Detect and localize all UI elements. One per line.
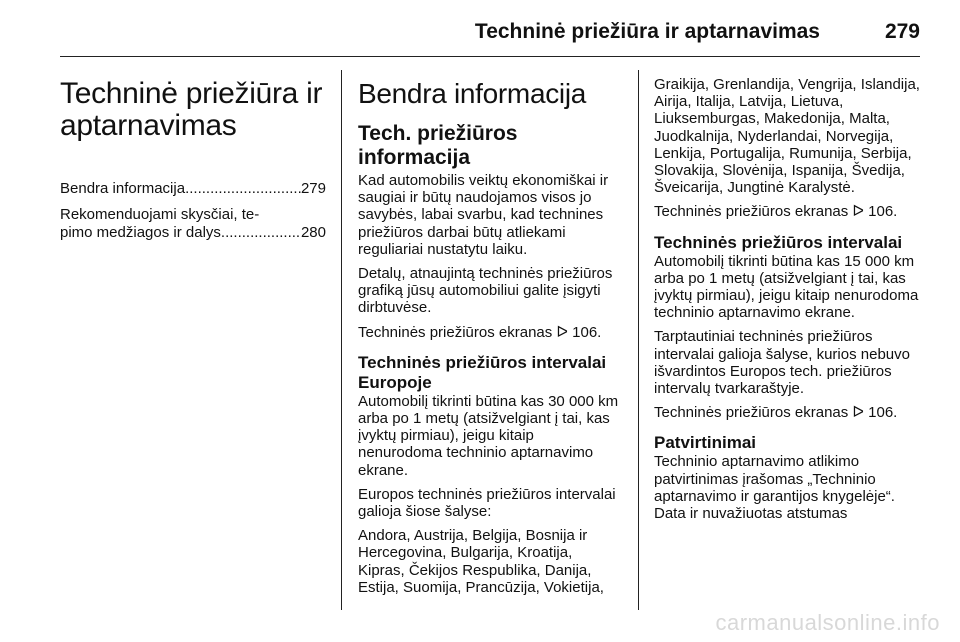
paragraph: Kad automobilis veiktų ekonomiškai ir saugiai ir būtų naudojamos visos jo savybės, labai svarbu, kad technines priežiūros darbai būtų atliekami reguliariai nustatytu laiku. [358,172,609,258]
paragraph: Tarptautiniai techninės priežiūros intervalai galioja šalyse, kurios nebuvo išvardintos Europos tech. priežiūros intervalų tvarkaraštyje. [654,328,910,398]
page-number: 279 [884,20,920,43]
paragraph: Automobilį tikrinti būtina kas 30 000 km arba po 1 metų (atsižvelgiant į tai, kas įvyktų pirmiau), jeigu kitaip nenurodoma techninio aptarnavimo ekrane. [358,392,619,479]
cross-reference[interactable]: Techninės priežiūros ekranas ᐅ 106. [654,203,898,221]
header-divider [60,56,920,57]
cross-reference[interactable]: Techninės priežiūros ekranas ᐅ 106. [358,323,602,341]
section-title: Bendra informacija [358,78,587,109]
paragraph: Detalų, atnaujintą techninės priežiūros grafiką jūsų automobiliui galite įsigyti dirbtuvėse. [358,265,613,317]
table-of-contents [60,180,326,242]
toc-entry-fluids[interactable]: Rekomenduojami skysčiai, te- pimo medžiagos ir dalys ..... 280 [60,206,326,242]
paragraph: Europos techninės priežiūros intervalai galioja šiose šalyse: [358,485,616,521]
subsection-title: Patvirtinimai [654,433,757,453]
country-list: Graikija, Grenlandija, Vengrija, Islandija, Airija, Italija, Latvija, Lietuva, Liuksemburgas, Makedonija, Malta, Juodkalnija, Nyderlandai, Norvegija, Lenkija, Portugalija, Rumunija, Serbija, Slovakija, Slovėnija, Ispanija, Švedija, Šveicarija, Jungtinė Karalystė. [654,76,920,197]
content-column-2 [654,70,922,529]
toc-page-number: 280 [300,224,326,241]
chapter-column [60,70,326,250]
page-header [60,14,920,54]
paragraph: Automobilį tikrinti būtina kas 15 000 km arba po 1 metų (atsižvelgiant į tai, kas įvyktų pirmiau), jeigu kitaip nenurodoma techninio aptarnavimo ekrane. [654,252,919,322]
subsection-title: Techninės priežiūros intervalai [654,232,903,252]
header-title: Techninė priežiūra ir aptarnavimas [474,20,820,43]
watermark: carmanualsonline.info [715,610,940,635]
toc-page-number: 279 [300,180,326,197]
toc-entry-general-info[interactable]: Bendra informacija ..... 279 [60,180,326,198]
subsection-title: Techninės priežiūros intervalai [358,352,607,372]
column-divider [638,70,639,610]
column-divider [341,70,342,610]
content-column-1 [358,70,622,603]
cross-reference[interactable]: Techninės priežiūros ekranas ᐅ 106. [654,404,898,422]
country-list: Andora, Austrija, Belgija, Bosnija ir Hercegovina, Bulgarija, Kroatija, Kipras, Čekijos Respublika, Danija, Estija, Suomija, Prancūzija, Vokietija, [358,527,604,596]
paragraph: Techninio aptarnavimo atlikimo patvirtinimas įrašomas „Techninio aptarnavimo ir garantijos knygelėje“. Data ir nuvažiuotas atstumas [654,453,895,523]
region-heading: Europoje [358,372,432,392]
chapter-title: Techninė priežiūra ir aptarnavimas [60,77,323,142]
subsection-title: Tech. priežiūros informacija [358,122,518,169]
